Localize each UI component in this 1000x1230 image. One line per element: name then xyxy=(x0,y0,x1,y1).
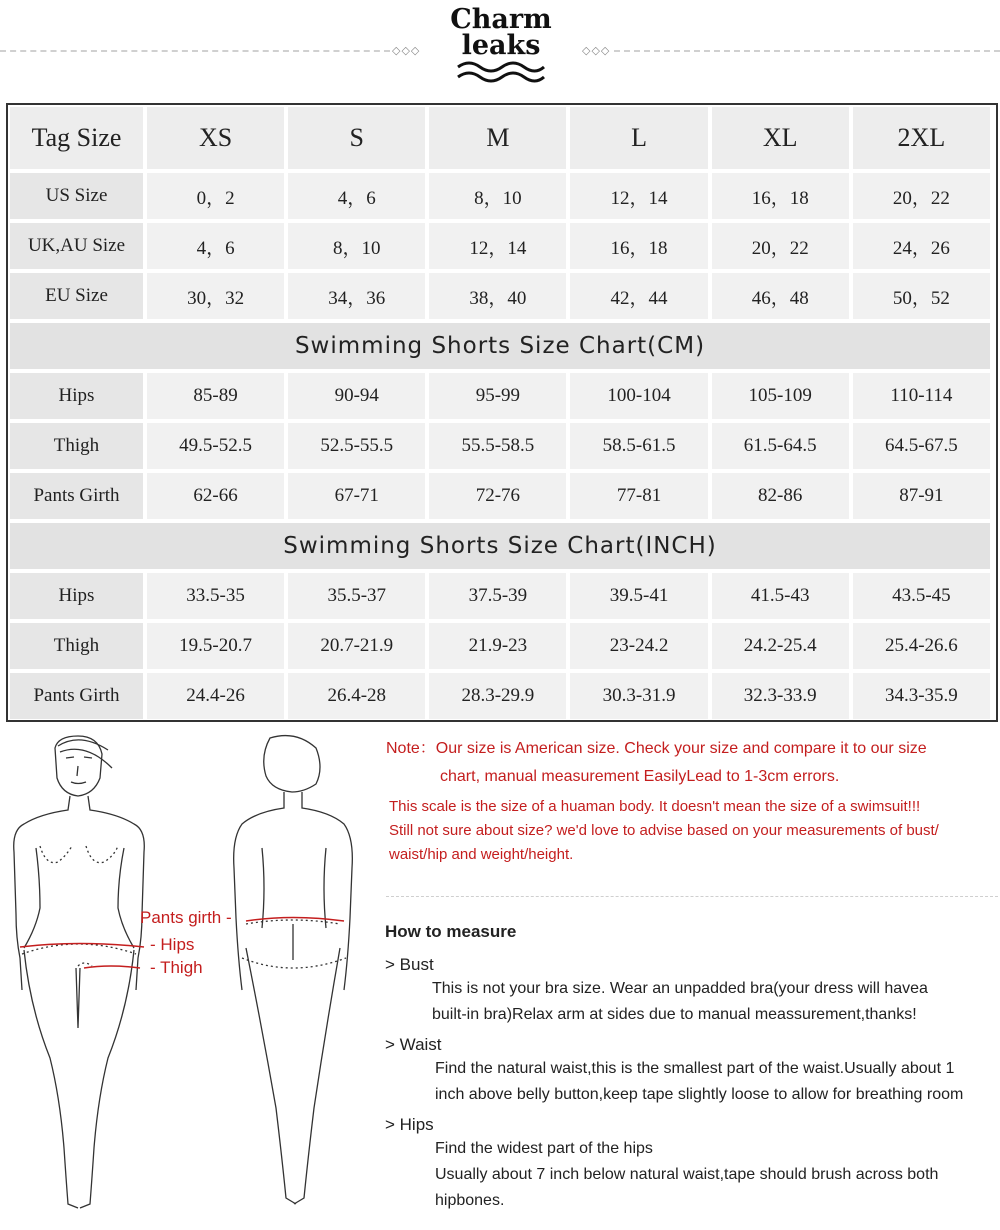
table-row xyxy=(10,623,990,669)
table-cell: 62-66 xyxy=(147,473,284,519)
note-line-1: Note：Our size is American size. Check your size and compare it to our size xyxy=(386,740,927,757)
table-cell: 87-91 xyxy=(853,473,990,519)
table-cell: 61.5-64.5 xyxy=(712,423,849,469)
hips-title: > Hips xyxy=(385,1115,434,1134)
header-diamonds-left: ◇◇◇ xyxy=(392,45,421,57)
table-cell: 8，10 xyxy=(429,173,566,219)
table-cell: 42，44 xyxy=(570,273,707,319)
table-cell: 55.5-58.5 xyxy=(429,423,566,469)
size-note xyxy=(386,735,998,867)
table-cell: 34.3-35.9 xyxy=(853,673,990,719)
row-label: EU Size xyxy=(10,273,143,319)
table-row xyxy=(10,373,990,419)
table-cell: 90-94 xyxy=(288,373,425,419)
row-label: Hips xyxy=(10,373,143,419)
waist-title: > Waist xyxy=(385,1035,442,1054)
cm-section-title: Swimming Shorts Size Chart(CM) xyxy=(10,323,990,369)
table-cell: 100-104 xyxy=(570,373,707,419)
table-cell: 82-86 xyxy=(712,473,849,519)
header-divider-right xyxy=(614,50,1000,52)
hips-desc-3: hipbones. xyxy=(435,1192,505,1209)
table-cell: 72-76 xyxy=(429,473,566,519)
table-row xyxy=(10,223,990,269)
page-header xyxy=(0,0,1000,100)
table-row xyxy=(10,423,990,469)
table-cell: 4，6 xyxy=(147,223,284,269)
table-cell: 19.5-20.7 xyxy=(147,623,284,669)
how-to-measure-title: How to measure xyxy=(385,922,517,941)
table-cell: 39.5-41 xyxy=(570,573,707,619)
row-label: UK,AU Size xyxy=(10,223,143,269)
front-figure xyxy=(14,736,145,1208)
table-cell: 25.4-26.6 xyxy=(853,623,990,669)
table-cell: 26.4-28 xyxy=(288,673,425,719)
table-cell: 4，6 xyxy=(288,173,425,219)
table-cell: 20，22 xyxy=(712,223,849,269)
section-divider xyxy=(386,896,998,897)
table-cell: 24，26 xyxy=(853,223,990,269)
table-cell: 38，40 xyxy=(429,273,566,319)
table-cell: 24.4-26 xyxy=(147,673,284,719)
table-cell: 49.5-52.5 xyxy=(147,423,284,469)
scale-note xyxy=(386,795,998,867)
table-cell: 77-81 xyxy=(570,473,707,519)
table-cell: 20，22 xyxy=(853,173,990,219)
table-cell: 50，52 xyxy=(853,273,990,319)
back-figure xyxy=(234,736,353,1204)
table-cell: 16，18 xyxy=(570,223,707,269)
thigh-label: - Thigh xyxy=(150,958,203,977)
header-diamonds-right: ◇◇◇ xyxy=(582,45,611,57)
row-label: Thigh xyxy=(10,423,143,469)
table-cell: 23-24.2 xyxy=(570,623,707,669)
scale-line-3: waist/hip and weight/height. xyxy=(389,846,574,863)
header-cell: S xyxy=(288,107,425,169)
scale-line-1: This scale is the size of a huaman body. It doesn't mean the size of a swimsuit!!! xyxy=(389,798,921,815)
bust-desc-1: This is not your bra size. Wear an unpadded bra(your dress will havea xyxy=(432,980,928,997)
table-row xyxy=(10,473,990,519)
table-cell: 24.2-25.4 xyxy=(712,623,849,669)
table-cell: 41.5-43 xyxy=(712,573,849,619)
table-cell: 43.5-45 xyxy=(853,573,990,619)
table-cell: 12，14 xyxy=(570,173,707,219)
row-label: Pants Girth xyxy=(10,673,143,719)
table-row xyxy=(10,273,990,319)
note-line-2: chart, manual measurement EasilyLead to 1-3cm errors. xyxy=(440,768,840,785)
front-measure-lines xyxy=(20,944,144,969)
table-cell: 110-114 xyxy=(853,373,990,419)
row-label: Hips xyxy=(10,573,143,619)
bust-desc-2: built-in bra)Relax arm at sides due to manual meassurement,thanks! xyxy=(432,1006,917,1023)
header-cell: 2XL xyxy=(853,107,990,169)
table-cell: 85-89 xyxy=(147,373,284,419)
table-cell: 95-99 xyxy=(429,373,566,419)
pants-girth-label: Pants girth - xyxy=(140,908,232,927)
table-cell: 64.5-67.5 xyxy=(853,423,990,469)
body-figures xyxy=(0,728,380,1225)
table-row xyxy=(10,673,990,719)
brand-name-line1: Charm xyxy=(450,4,552,35)
brand-name-line2: leaks xyxy=(461,30,541,61)
wave-icon xyxy=(456,60,546,84)
size-chart-table xyxy=(6,103,998,722)
table-cell: 16，18 xyxy=(712,173,849,219)
table-cell: 46，48 xyxy=(712,273,849,319)
waist-desc-1: Find the natural waist,this is the smallest part of the waist.Usually about 1 xyxy=(435,1060,955,1077)
table-cell: 35.5-37 xyxy=(288,573,425,619)
waist-desc-2: inch above belly button,keep tape slightly loose to allow for breathing room xyxy=(435,1086,964,1103)
section-title-row xyxy=(10,323,990,369)
table-cell: 21.9-23 xyxy=(429,623,566,669)
header-cell: M xyxy=(429,107,566,169)
tag-size-header-row xyxy=(10,107,990,169)
hips-desc-2: Usually about 7 inch below natural waist,tape should brush across both xyxy=(435,1166,939,1183)
header-divider-left xyxy=(0,50,390,52)
row-label: Thigh xyxy=(10,623,143,669)
row-label: Pants Girth xyxy=(10,473,143,519)
table-row xyxy=(10,573,990,619)
table-cell: 20.7-21.9 xyxy=(288,623,425,669)
table-cell: 32.3-33.9 xyxy=(712,673,849,719)
table-cell: 34，36 xyxy=(288,273,425,319)
header-cell: Tag Size xyxy=(10,107,143,169)
row-label: US Size xyxy=(10,173,143,219)
table-cell: 33.5-35 xyxy=(147,573,284,619)
table-cell: 58.5-61.5 xyxy=(570,423,707,469)
table-cell: 0，2 xyxy=(147,173,284,219)
table-cell: 30.3-31.9 xyxy=(570,673,707,719)
table-cell: 105-109 xyxy=(712,373,849,419)
table-cell: 67-71 xyxy=(288,473,425,519)
header-cell: L xyxy=(570,107,707,169)
table-cell: 12，14 xyxy=(429,223,566,269)
header-cell: XS xyxy=(147,107,284,169)
table-cell: 30，32 xyxy=(147,273,284,319)
section-title-row xyxy=(10,523,990,569)
brand-logo xyxy=(436,6,566,84)
scale-line-2: Still not sure about size? we'd love to advise based on your measurements of bust/ xyxy=(389,822,939,839)
back-measure-lines xyxy=(246,918,344,922)
table-cell: 52.5-55.5 xyxy=(288,423,425,469)
bust-title: > Bust xyxy=(385,955,434,974)
table-cell: 8，10 xyxy=(288,223,425,269)
inch-section-title: Swimming Shorts Size Chart(INCH) xyxy=(10,523,990,569)
hips-desc-1: Find the widest part of the hips xyxy=(435,1140,653,1157)
hips-label: - Hips xyxy=(150,935,195,954)
table-cell: 28.3-29.9 xyxy=(429,673,566,719)
table-cell: 37.5-39 xyxy=(429,573,566,619)
header-cell: XL xyxy=(712,107,849,169)
table-row xyxy=(10,173,990,219)
how-to-measure xyxy=(385,922,1000,1214)
